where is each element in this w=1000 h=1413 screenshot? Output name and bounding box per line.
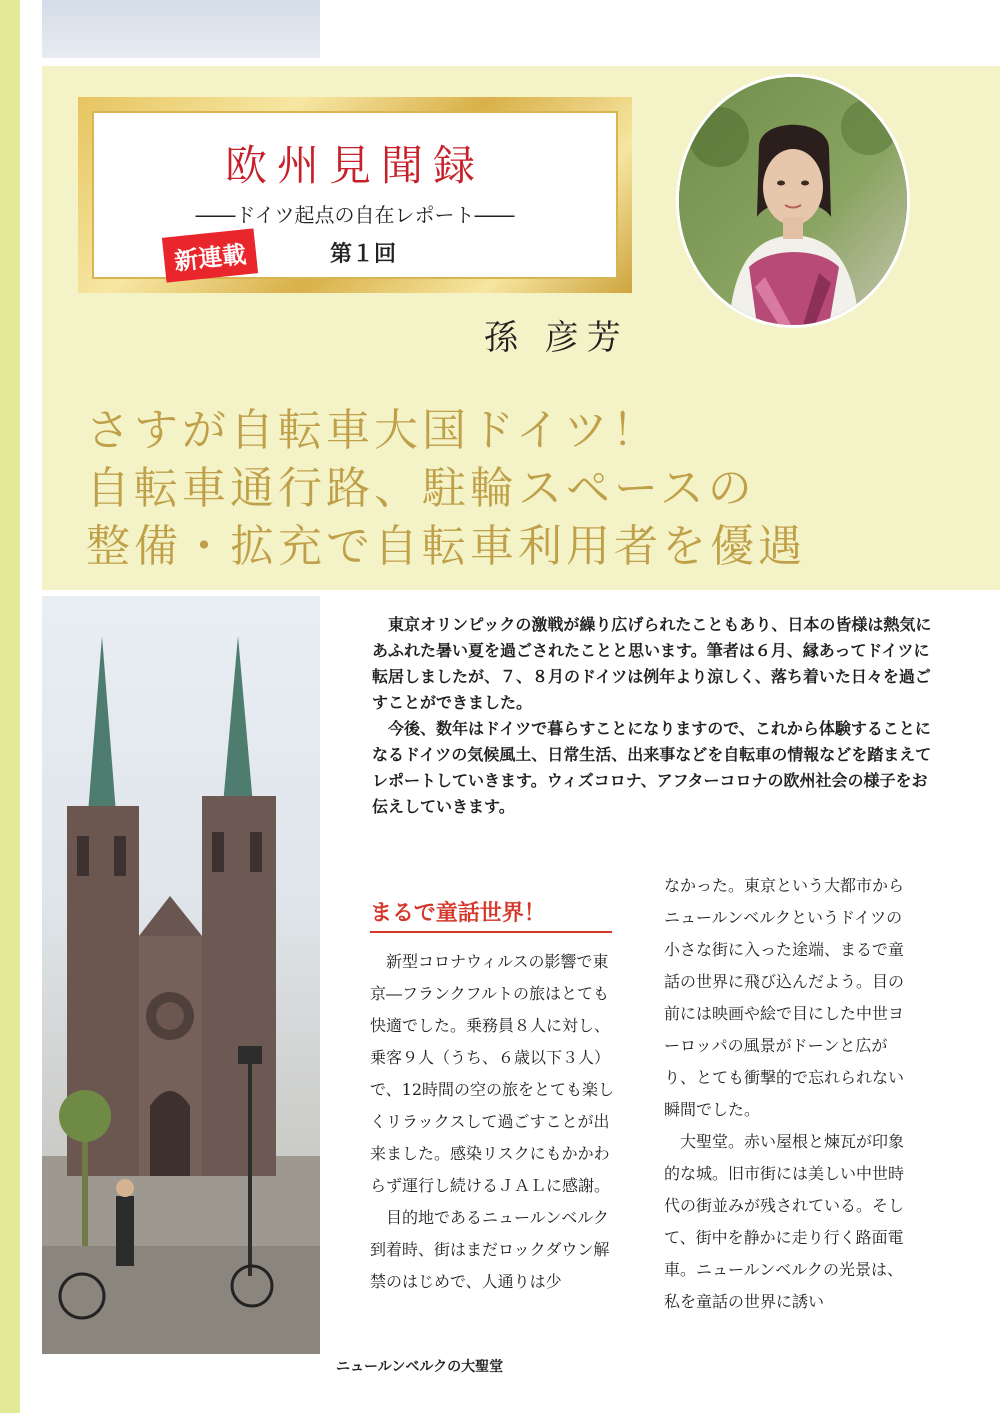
page-edge-stripe xyxy=(0,0,20,1413)
article-intro xyxy=(372,612,932,820)
series-title-frame xyxy=(78,97,632,293)
author-portrait xyxy=(676,74,910,328)
body-paragraph: 新型コロナウィルスの影響で東京―フランクフルトの旅はとても快適でした。乗務員８人に対し、乗客９人（うち、６歳以下３人）で、12時間の空の旅をとても楽しくリラックスして過ごすことが出来ました。感染リスクにもかかわらず運行し続けるＪＡＬに感謝。 xyxy=(370,952,615,1195)
series-title: 欧州見聞録 xyxy=(224,141,485,190)
body-paragraph: なかった。東京という大都市からニュールンベルクというドイツの小さな街に入った途端、まるで童話の世界に飛び込んだよう。目の前には映画や絵で目にした中世ヨーロッパの風景がドーンと広がり、とても衝撃的で忘れられない瞬間でした。 xyxy=(664,876,905,1119)
section-heading: まるで童話世界！ xyxy=(370,896,612,933)
headline-line-3: 整備・拡充で自転車利用者を優遇 xyxy=(86,521,806,572)
series-title-inner xyxy=(92,111,618,279)
intro-paragraph: 今後、数年はドイツで暮らすことになりますので、これから体験することになるドイツの気候風土、日常生活、出来事などを自転車の情報などを踏まえてレポートしていきます。ウィズコロナ、アフターコロナの欧州社会の様子をお伝えしていきます。 xyxy=(372,719,932,816)
headline-line-1: さすが自転車大国ドイツ！ xyxy=(86,405,660,456)
issue-number: 第１回 xyxy=(330,242,397,267)
new-series-badge: 新連載 xyxy=(162,228,258,282)
series-subtitle: ――ドイツ起点の自在レポート―― xyxy=(195,203,515,227)
article-headline xyxy=(86,402,986,576)
photo-caption: ニュールンベルクの大聖堂 xyxy=(336,1359,504,1375)
body-column-1 xyxy=(370,946,615,1298)
body-column-2 xyxy=(664,870,909,1318)
intro-paragraph: 東京オリンピックの激戦が繰り広げられたこともあり、日本の皆様は熱気にあふれた暑い夏を過ごされたことと思います。筆者は６月、縁あってドイツに転居しましたが、７、８月のドイツは例年より涼しく、落ち着いた日々を過ごすことができました。 xyxy=(372,615,932,712)
headline-line-2: 自転車通行路、駐輪スペースの xyxy=(86,463,756,514)
cathedral-photo xyxy=(42,596,320,1354)
top-photo-fragment xyxy=(42,0,320,58)
author-name: 孫 彦芳 xyxy=(484,318,629,358)
body-paragraph: 目的地であるニュールンベルク到着時、街はまだロックダウン解禁のはじめで、人通りは少 xyxy=(370,1208,610,1291)
cathedral-photo-image xyxy=(42,596,320,1354)
author-portrait-image xyxy=(679,77,907,325)
body-paragraph: 大聖堂。赤い屋根と煉瓦が印象的な城。旧市街には美しい中世時代の街並みが残されている。そして、街中を静かに走り行く路面電車。ニュールンベルクの光景は、私を童話の世界に誘い xyxy=(664,1132,905,1311)
